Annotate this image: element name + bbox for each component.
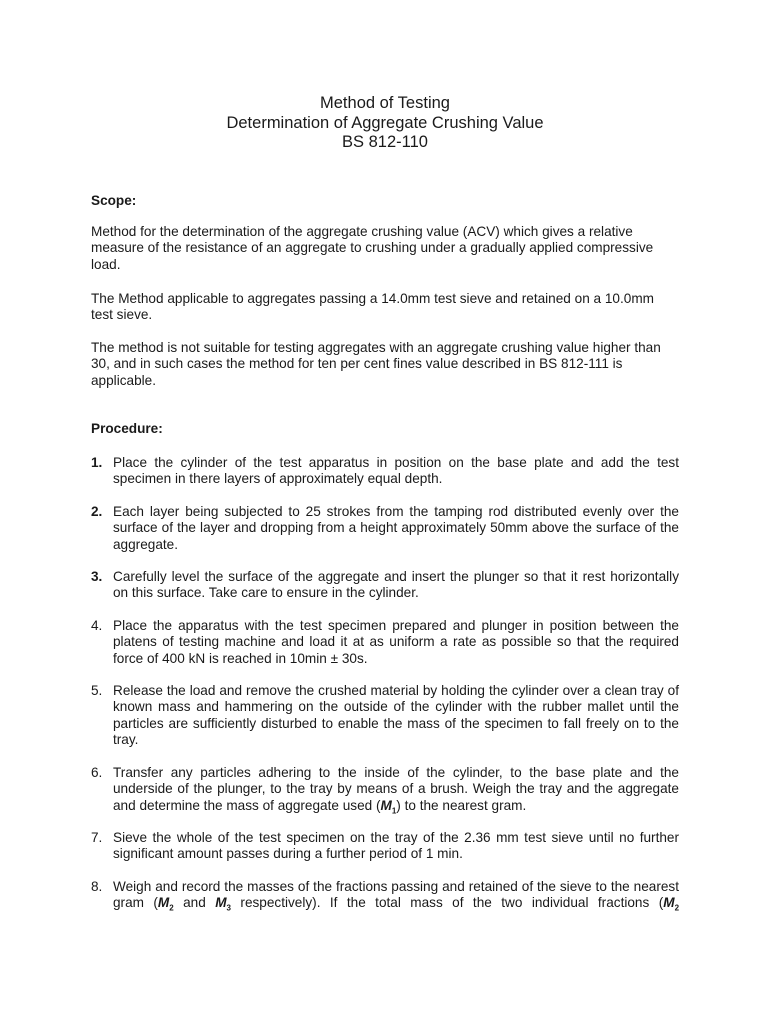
procedure-step-6	[91, 765, 679, 820]
step-text-part: Weigh and record the masses of the fractions passing and retained of the sieve to the nearest gram (	[113, 879, 679, 911]
scope-paragraph-2: The Method applicable to aggregates passing a 14.0mm test sieve and retained on a 10.0mm test sieve.	[91, 291, 654, 323]
step-number: 6.	[91, 765, 103, 780]
step-number: 5.	[91, 683, 103, 698]
document-title	[91, 94, 679, 153]
step-number: 4.	[91, 618, 103, 633]
mass-symbol: M	[663, 895, 675, 911]
step-text: Sieve the whole of the test specimen on the tray of the 2.36 mm test sieve until no further significant amount passes during a further period of 1 min.	[113, 830, 679, 862]
procedure-step-2	[91, 504, 679, 553]
step-number: 3.	[91, 569, 103, 584]
step-text: Release the load and remove the crushed material by holding the cylinder over a clean tray of known mass and hammering on the outside of the cylinder with the rubber mallet until the particles are sufficiently disturbed to enable the mass of the specimen to fall freely on to the tray.	[113, 683, 679, 748]
step-text-part: ) to the nearest gram.	[396, 797, 527, 813]
step-text: Place the apparatus with the test specimen prepared and plunger in position between the platens of testing machine and load it at as uniform a rate as possible so that the required force of 400 kN is reached in 10min ± 30s.	[113, 618, 679, 666]
mass-subscript: 2	[674, 904, 680, 914]
procedure-step-8	[91, 879, 679, 918]
step-number: 8.	[91, 879, 103, 894]
mass-subscript: 2	[169, 904, 174, 914]
step-text-part: and	[173, 895, 216, 911]
procedure-step-1	[91, 455, 679, 488]
mass-symbol: M	[380, 797, 392, 813]
procedure-heading: Procedure:	[91, 421, 163, 436]
scope-paragraph-1: Method for the determination of the aggregate crushing value (ACV) which gives a relative measure of the resistance of an aggregate to crushing under a gradually applied compressive load.	[91, 224, 654, 272]
step-text-part: Transfer any particles adhering to the inside of the cylinder, to the base plate and the underside of the plunger, to the tray by means of a brush. Weigh the tray and the aggregate and determine the mass of aggregate used (	[113, 765, 679, 813]
step-text	[113, 879, 679, 918]
scope-paragraph-3: The method is not suitable for testing aggregates with an aggregate crushing value higher than 30, and in such cases the method for ten per cent fines value described in BS 812-111 is applicable.	[91, 340, 661, 388]
procedure-step-7	[91, 830, 679, 863]
mass-symbol: M	[215, 895, 227, 911]
title-line-1: Method of Testing	[320, 94, 450, 112]
procedure-step-3	[91, 569, 679, 602]
step-number: 1.	[91, 455, 103, 470]
step-text: Each layer being subjected to 25 strokes from the tamping rod distributed evenly over the surface of the layer and dropping from a height approximately 50mm above the surface of the aggregate.	[113, 504, 679, 552]
document-page	[91, 0, 679, 1024]
procedure-step-4	[91, 618, 679, 667]
procedure-step-5	[91, 683, 679, 749]
step-number: 7.	[91, 830, 103, 845]
step-text: Carefully level the surface of the aggregate and insert the plunger so that it rest horizontally on this surface. Take care to ensure in the cylinder.	[113, 569, 679, 601]
step-text: Place the cylinder of the test apparatus in position on the base plate and add the test specimen in there layers of approximately equal depth.	[113, 455, 679, 487]
mass-subscript: 3	[226, 904, 231, 914]
scope-heading: Scope:	[91, 193, 137, 208]
title-line-3: BS 812-110	[342, 133, 428, 151]
step-number: 2.	[91, 504, 103, 519]
mass-subscript: 1	[391, 806, 397, 816]
step-text-part: respectively). If the total mass of the two individual fractions (	[231, 895, 664, 911]
step-text	[113, 765, 679, 820]
mass-symbol: M	[157, 895, 170, 911]
title-line-2: Determination of Aggregate Crushing Value	[226, 113, 544, 132]
